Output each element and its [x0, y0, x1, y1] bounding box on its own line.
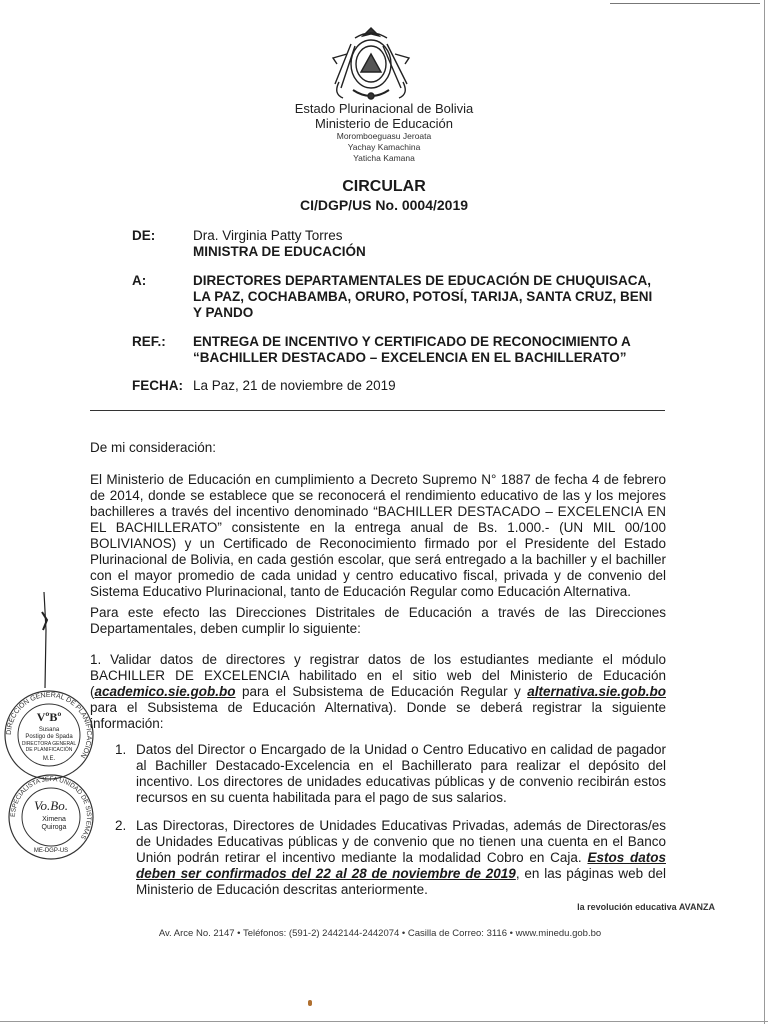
footer-contact: Av. Arce No. 2147 • Teléfonos: (591-2) 2442144-2442074 • Casilla de Correo: 3116 • www.minedu.gob.bo [158, 928, 602, 939]
date-label: FECHA: [132, 378, 183, 393]
ministry-name-guarani: Moromboeguasu Jeroata [336, 131, 432, 141]
svg-text:Quiroga: Quiroga [41, 824, 67, 831]
paragraph-requirements: Para este efecto las Direcciones Distritales de Educación a través de las Direcciones Departamentales, deben cumplir lo siguiente: [90, 605, 666, 636]
svg-text:DE PLANIFICACIÓN: DE PLANIFICACIÓN [25, 747, 73, 753]
to-label: A: [132, 273, 147, 288]
bottom-edge-line [0, 1021, 768, 1022]
slogan: la revolución educativa AVANZA [577, 902, 715, 912]
ministry-name: Ministerio de Educación [314, 116, 454, 131]
to-value: DIRECTORES DEPARTAMENTALES DE EDUCACIÓN DE CHUQUISACA, LA PAZ, COCHABAMBA, ORURO, POTOSÍ, TARIJA, SANTA CRUZ, BENI Y PANDO [193, 273, 653, 320]
ministry-name-aymara: Yaticha Kamana [353, 153, 415, 163]
svg-text:DIRECCIÓN GENERAL DE PLANIFICA: DIRECCIÓN GENERAL DE PLANIFICACIÓN [5, 691, 93, 760]
academico-link[interactable]: academico.sie.gob.bo [94, 684, 236, 699]
item-2-paragraph [136, 818, 666, 898]
top-edge-line [610, 3, 760, 4]
item-2-deadline: Estos datos deben ser confirmados del 22 al 28 de noviembre de 2019 [136, 850, 666, 881]
header-divider [90, 410, 665, 411]
svg-text:Ximena: Ximena [42, 816, 66, 823]
approval-stamp-planificacion [2, 688, 96, 782]
paper-speck [308, 1000, 312, 1006]
from-role: MINISTRA DE EDUCACIÓN [193, 244, 366, 259]
svg-text:ME-DGP-US: ME-DGP-US [33, 848, 69, 854]
step-1-paragraph [90, 652, 666, 732]
date-value: La Paz, 21 de noviembre de 2019 [193, 378, 396, 393]
item-1-text: Datos del Director o Encargado de la Unidad o Centro Educativo en calidad de pagador al Bachiller Destacado-Excelencia en el Bachillerato para realizar el depósito del incentivo. Los directores de unidades educativas públicas y de convenio recibirán estos recursos en su cuenta habilitada para el pago de sus salarios. [136, 742, 666, 805]
svg-text:ESPECIALISTA JEFA UNIDAD DE SI: ESPECIALISTA JEFA UNIDAD DE SISTEMAS [9, 775, 93, 841]
from-name: Dra. Virginia Patty Torres [193, 228, 343, 243]
item-2-number: 2. [115, 818, 127, 833]
ministry-name-quechua: Yachay Kamachina [347, 142, 421, 152]
step-1-text-c: para el Subsistema de Educación Alternativa). Donde se deberá registrar la siguiente información: [90, 700, 666, 731]
state-name: Estado Plurinacional de Bolivia [294, 101, 474, 116]
svg-text:Postigo de Spada: Postigo de Spada [25, 734, 73, 740]
paragraph-intro: El Ministerio de Educación en cumplimiento a Decreto Supremo N° 1887 de fecha 4 de febrero de 2014, donde se establece que se reconocerá el rendimiento educativo de las y los mejores bachilleres a través del incentivo denominado “BACHILLER DESTACADO – EXCELENCIA EN EL BACHILLERATO” consistente en la entrega anual de Bs. 1.000.- (UN MIL 00/100 BOLIVIANOS) y un Certificado de Reconocimiento firmado por el Presidente del Estado Plurinacional de Bolivia, en cada gestión escolar, que será entregado a la bachiller y el bachiller con el mayor promedio de cada unidad y centro educativo fiscal, privada y de convenio del Sistema Educativo Plurinacional, tanto de Educación Regular como Educación Alternativa. [90, 472, 666, 599]
item-2-text-a: Las Directoras, Directores de Unidades Educativas Privadas, además de Directoras/es de Unidades Educativas públicas y de convenio que no tienen una cuenta en el Banco Unión podrán retirar el incentivo mediante la modalidad Cobro en Caja. [136, 818, 666, 865]
handwritten-margin-mark [40, 590, 54, 690]
item-1-number: 1. [115, 742, 127, 757]
svg-text:M.E.: M.E. [42, 756, 56, 762]
ref-value: ENTREGA DE INCENTIVO Y CERTIFICADO DE RECONOCIMIENTO A “BACHILLER DESTACADO – EXCELENCIA EN EL BACHILLERATO” [193, 334, 631, 365]
greeting: De mi consideración: [90, 440, 217, 455]
svg-text:VºBº: VºBº [36, 710, 62, 724]
item-2-text-b: , en las páginas web del Ministerio de Educación descritas anteriormente. [136, 866, 666, 897]
alternativa-link[interactable]: alternativa.sie.gob.bo [527, 684, 666, 699]
step-1-text-b: para el Subsistema de Educación Regular y [235, 684, 528, 699]
coat-of-arms-logo [325, 24, 417, 104]
svg-text:Vo.Bo.: Vo.Bo. [34, 798, 68, 813]
approval-stamp-sistemas [2, 772, 100, 862]
document-code: CI/DGP/US No. 0004/2019 [299, 197, 469, 213]
step-1-text-a: 1. Validar datos de directores y registrar datos de los estudiantes mediante el módulo BACHILLER DE EXCELENCIA habilitado en el sitio web del Ministerio de Educación ( [90, 652, 666, 699]
from-label: DE: [132, 228, 156, 243]
svg-text:DIRECTORA GENERAL: DIRECTORA GENERAL [21, 741, 77, 747]
ref-label: REF.: [132, 334, 166, 349]
right-edge-line [764, 0, 765, 1024]
svg-text:Susana: Susana [38, 727, 60, 733]
document-title: CIRCULAR [342, 178, 426, 195]
